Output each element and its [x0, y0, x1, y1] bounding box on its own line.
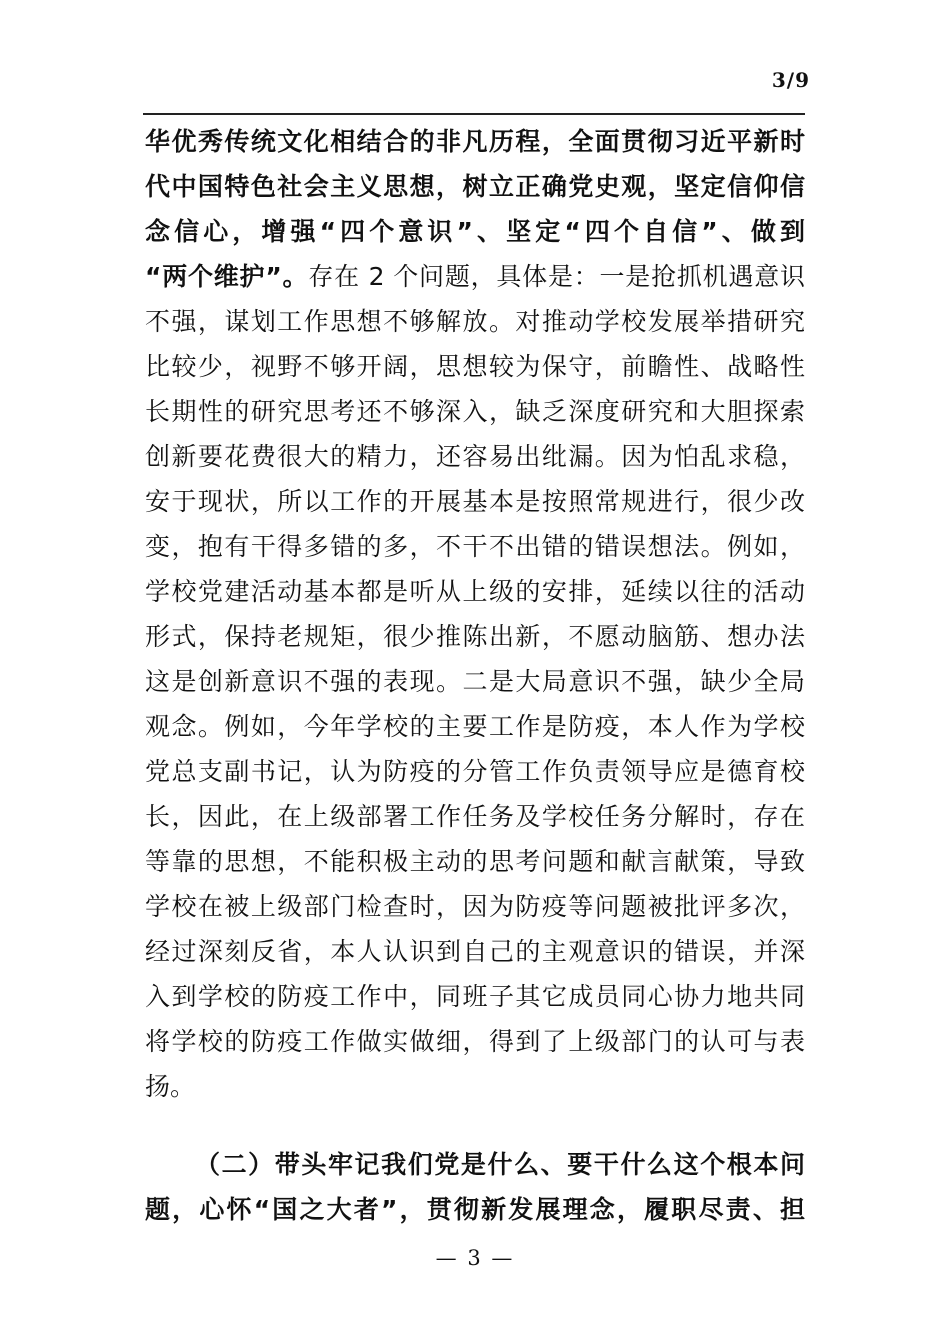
text-line: 入到学校的防疫工作中，同班子其它成员同心协力地共同 [145, 982, 805, 1011]
footer-page-number: — 3 — [435, 1246, 515, 1270]
text-line: 不强，谋划工作思想不够解放。对推动学校发展举措研究 [145, 307, 805, 336]
paragraph-spacer [145, 1109, 805, 1142]
section-heading-line: （二）带头牢记我们党是什么、要干什么这个根本问 [195, 1150, 805, 1179]
text-line: 这是创新意识不强的表现。二是大局意识不强，缺少全局 [145, 667, 805, 696]
paragraph-2 [145, 1142, 805, 1232]
text-line: 形式，保持老规矩，很少推陈出新，不愿动脑筋、想办法 [145, 622, 805, 651]
text-line: 经过深刻反省，本人认识到自己的主观意识的错误，并深 [145, 937, 805, 966]
text-line: 安于现状，所以工作的开展基本是按照常规进行，很少改 [145, 487, 805, 516]
section-heading-line: 题，心怀“国之大者”，贯彻新发展理念，履职尽责、担 [145, 1195, 805, 1224]
text-line: 比较少，视野不够开阔，思想较为保守，前瞻性、战略性 [145, 352, 805, 381]
regular-phrase: 存在 2 个问题，具体是：一是抢抓机遇意识 [308, 262, 805, 291]
header-divider [143, 113, 805, 115]
text-line: 变，抱有干得多错的多，不干不出错的错误想法。例如， [145, 532, 805, 561]
text-line: 念信心，增强“四个意识”、坚定“四个自信”、做到 [145, 217, 805, 246]
page-indicator: 3/9 [771, 68, 810, 92]
text-line: 扬。 [145, 1072, 196, 1101]
text-line: 观念。例如，今年学校的主要工作是防疫，本人作为学校 [145, 712, 805, 741]
text-line: 学校在被上级部门检查时，因为防疫等问题被批评多次， [145, 892, 805, 921]
bold-phrase: “两个维护”。 [145, 262, 309, 291]
text-line [145, 254, 805, 299]
text-line: 长，因此，在上级部署工作任务及学校任务分解时，存在 [145, 802, 805, 831]
text-line: 等靠的思想，不能积极主动的思考问题和献言献策，导致 [145, 847, 805, 876]
text-line: 代中国特色社会主义思想，树立正确党史观，坚定信仰信 [145, 172, 805, 201]
document-body [145, 119, 805, 1232]
text-line: 创新要花费很大的精力，还容易出纰漏。因为怕乱求稳， [145, 442, 805, 471]
text-line: 华优秀传统文化相结合的非凡历程，全面贯彻习近平新时 [145, 127, 805, 156]
text-line: 党总支副书记，认为防疫的分管工作负责领导应是德育校 [145, 757, 805, 786]
text-line: 学校党建活动基本都是听从上级的安排，延续以往的活动 [145, 577, 805, 606]
text-line: 将学校的防疫工作做实做细，得到了上级部门的认可与表 [145, 1027, 805, 1056]
paragraph-1 [145, 119, 805, 1109]
text-line: 长期性的研究思考还不够深入，缺乏深度研究和大胆探索 [145, 397, 805, 426]
